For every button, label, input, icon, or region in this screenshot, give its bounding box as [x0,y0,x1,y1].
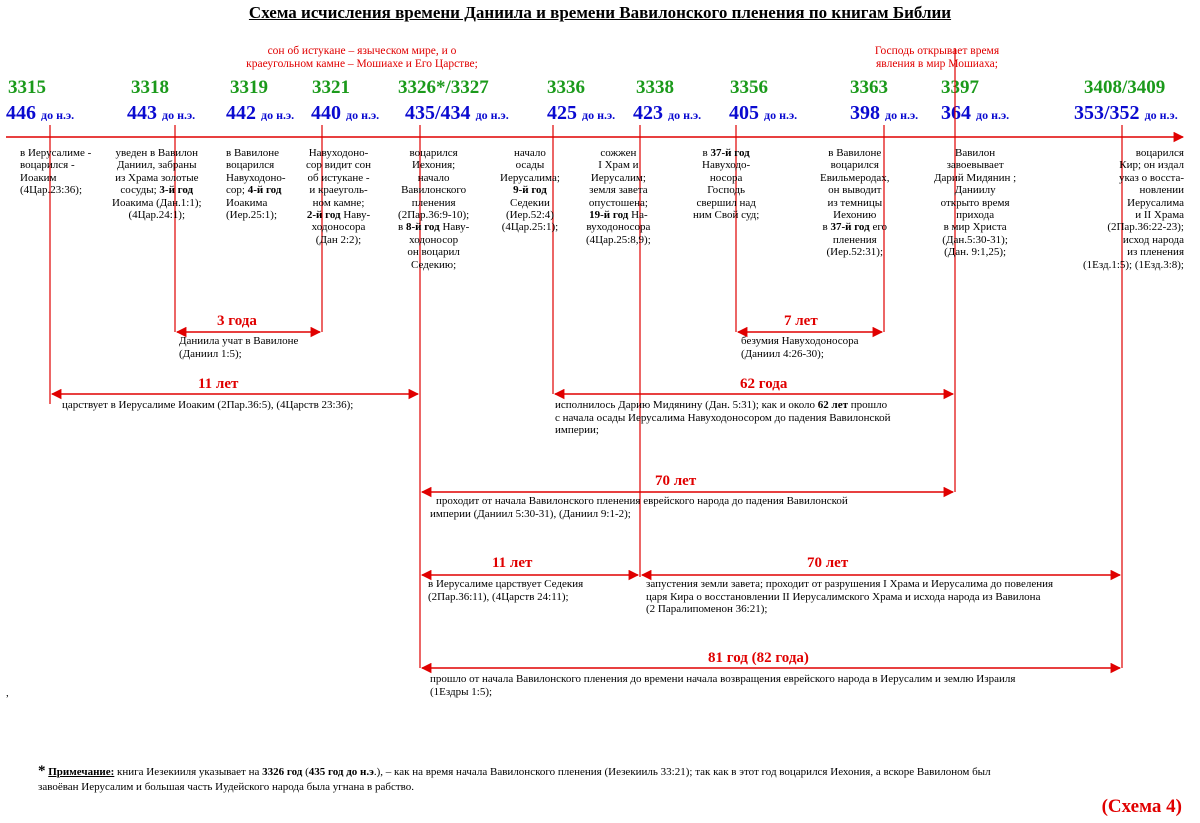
event-3321-line: (Дан 2:2); [315,233,362,246]
span-text-70-years-b [646,578,1053,616]
am-year-3363: 3363 [850,77,888,98]
event-3319-line: Навуходоно- [226,171,286,184]
span-label-3-years: 3 года [217,313,257,329]
span-label-7-years: 7 лет [784,313,818,329]
event-3363-line: он выводит [828,184,882,197]
event-3397-line: в мир Христа [943,221,1007,234]
span-text-11-years-a-line: царствует в Иерусалиме Иоаким (2Пар.36:5), (4Царств 23:36); [62,399,354,411]
event-3319-line: воцарился [226,159,275,172]
event-3408-line: указ о восста- [1118,171,1184,184]
span-text-11-years-b-line: (2Пар.36:11), (4Царств 24:11); [428,590,569,603]
event-3326-line: воцарился [409,147,458,159]
span-text-3-years-line: (Даниил 1:5); [179,347,242,360]
footnote-line-2: завоёван Иерусалим и большая часть Иудейского народа была угнана в рабство. [38,781,415,793]
event-3326-line: Седекию; [411,258,457,271]
event-3326-line: (2Пар.36:9-10); [398,209,470,222]
span-label-11-years-b: 11 лет [492,555,533,571]
event-3408 [1044,147,1184,271]
event-3338-line: вуходоносора [586,221,651,234]
event-3319-line: (Иер.25:1); [226,209,278,222]
event-3338-line: сожжен [600,147,637,159]
bc-year-398: 398 до н.э. [850,102,919,124]
event-3408-line: из пленения [1127,246,1184,259]
event-3408-line: Кир; он издал [1119,159,1184,172]
span-text-7-years-line: (Даниил 4:26-30); [741,347,824,360]
event-3397-line: Даниилу [954,184,996,197]
event-3326-line: в 8-й год Наву- [398,221,470,234]
event-3363-line: (Иер.52:31); [826,246,884,259]
span-text-81-years-line: (1Ездры 1:5); [430,685,493,698]
span-text-11-years-a [62,399,353,412]
bc-year-446: 446 до н.э. [6,102,75,124]
event-3356-line: Господь [707,184,745,197]
event-3321-line: и краеуголь- [309,184,368,197]
event-3356-line: Навуходо- [702,159,751,172]
span-text-11-years-b [428,578,583,603]
scheme-label: (Схема 4) [1101,796,1182,817]
footnote-line-1: книга Иезекииля указывает на 3326 год (435 год до н.э.), – как на время начала Вавилонского пленения (Иезекииль 33:21); так как в этот год воцарился Иехония, а вскоре Вавилоном был [114,766,991,778]
event-3318-line: (4Цар.24:1); [128,209,186,222]
span-text-3-years-line: Даниила учат в Вавилоне [179,335,299,347]
event-3315-line: воцарился - [20,159,75,172]
event-3318 [112,147,202,221]
am-year-3315: 3315 [8,77,46,98]
event-3356-line: ним Свой суд; [693,209,760,222]
event-3408-line: Иерусалима [1127,196,1184,209]
event-3318-line: из Храма золотые [115,171,199,184]
event-3321-line: Навуходоно- [308,147,369,159]
event-3326-line: начало [417,171,450,184]
event-3363-line: в Вавилоне [828,147,882,159]
event-3336-line: (Иер.52:4) [505,209,554,222]
event-3363-line: пленения [832,233,877,246]
am-year-3318: 3318 [131,77,169,98]
event-3336-line: осады [515,159,545,172]
event-3363-line: из темницы [827,196,883,209]
event-3336-line: 9-й год [513,184,547,197]
bc-year-423: 423 до н.э. [633,102,702,124]
bc-year-435: 435/434 до н.э. [405,102,509,124]
event-3338-line: земля завета [589,184,648,197]
event-3336-line: Седекии [510,196,550,209]
bc-year-443: 443 до н.э. [127,102,196,124]
event-3326 [398,147,469,271]
span-text-7-years-line: безумия Навуходоносора [741,335,859,347]
event-3326-line: ходоносор [409,233,459,246]
event-3356-line: свершил над [696,196,756,209]
span-label-11-years-a: 11 лет [198,376,239,392]
event-3363-line: Иехонию [833,209,877,222]
event-3326-line: пленения [411,196,456,209]
am-year-3321: 3321 [312,77,350,98]
event-3321-line: об истукане - [307,171,370,184]
event-3315-line: Иоаким [20,171,57,184]
event-3321-line: ном камне; [312,196,365,209]
footnote: * Примечание: книга Иезекииля указывает на 3326 год (435 год до н.э.), – как на время начала Вавилонского пленения (Иезекииль 33:21); так как в этот год воцарился Иехония, а вскоре Вавилоном был завоёван Иерусалим и большая часть Иудейского народа была угнана в рабство. [38,763,991,793]
event-3315 [20,147,91,197]
span-label-70-years-a: 70 лет [655,473,697,489]
event-3336-line: (4Цар.25:1); [501,221,559,234]
event-3318-line: уведен в Вавилон [115,147,199,159]
note-messiah-time: Господь открывает время явления в мир Мошиаха; [874,45,1000,70]
span-text-62-years-line: империи; [555,424,599,437]
bc-year-353: 353/352 до н.э. [1074,102,1178,124]
span-text-70-years-a: проходит от начала Вавилонского пленения еврейского народа до падения Вавилонской империи (Даниил 5:30-31), (Даниил 9:1-2); [430,495,848,520]
event-3356-line: носора [709,171,743,184]
event-3336-line: Иерусалима; [500,171,560,184]
event-3338 [586,147,651,246]
bc-year-405: 405 до н.э. [729,102,798,124]
span-text-70-years-b-line: (2 Паралипоменон 36:21); [646,603,768,616]
event-3326-line: он воцарил [407,246,460,259]
event-3319 [226,147,286,221]
bc-year-364: 364 до н.э. [941,102,1010,124]
event-3356-line: в 37-й год [702,147,750,159]
span-text-7-years [741,335,859,360]
event-3363-line: в 37-й год его [822,221,888,234]
am-year-3408: 3408/3409 [1084,77,1166,98]
bc-year-442: 442 до н.э. [226,102,295,124]
event-3318-line: Даниил, забраны [117,159,197,172]
event-3363-line: воцарился [830,159,879,172]
event-3319-line: в Вавилоне [226,147,280,159]
event-3363 [820,147,890,259]
event-3408-line: и II Храма [1135,209,1184,222]
am-year-3336: 3336 [547,77,585,98]
event-3318-line: Иоакима (Дан.1:1); [112,196,202,209]
event-3408-line: новлении [1139,184,1184,197]
am-year-3397: 3397 [941,77,979,98]
span-text-81-years [430,673,1015,698]
event-3397-line: открыто время [940,196,1010,209]
event-3336 [500,147,560,234]
event-3321-line: сор видит сон [306,159,372,172]
event-3397-line: завоевывает [946,159,1004,172]
event-3338-line: Иерусалим; [590,171,646,184]
event-3356 [693,147,759,221]
event-3338-line: опустошена; [588,196,648,209]
footnote-label: Примечание: [48,766,115,778]
event-3408-line: исход народа [1122,233,1184,246]
event-3408-line: (1Езд.1:5); (1Езд.3:8); [1082,258,1184,271]
event-3336-line: начало [514,147,546,159]
span-label-70-years-b: 70 лет [807,555,849,571]
span-text-11-years-b-line: в Иерусалиме царствует Седекия [428,578,584,590]
event-3315-line: (4Цар.23:36); [20,184,83,197]
event-3338-line: 19-й год На- [589,209,648,222]
span-text-81-years-line: прошло от начала Вавилонского пленения до времени начала возвращения еврейского народа в Иерусалим и землю Израиля [430,673,1016,685]
event-3397-line: прихода [956,209,995,222]
span-text-62-years-line: исполнилось Дарию Мидянину (Дан. 5:31); как и около 62 лет прошло [555,399,888,411]
event-3408-line: (2Пар.36:22-23); [1107,221,1184,234]
am-year-3319: 3319 [230,77,268,98]
event-3397-line: (Дан. 9:1,25); [944,246,1007,259]
am-year-3338: 3338 [636,77,674,98]
event-3326-line: Иехония; [412,159,456,172]
event-3326-line: Вавилонского [401,184,467,197]
event-3397 [934,147,1016,259]
event-3321-line: ходоносора [311,221,366,234]
note-dream-of-idol: сон об истукане – языческом мире, и о краеугольном камне – Мошиахе и Его Царстве; [246,45,478,70]
span-text-70-years-b-line: запустения земли завета; проходит от разрушения I Храма и Иерусалима до повеления [646,578,1054,590]
page-title: Схема исчисления времени Даниила и времени Вавилонского пленения по книгам Библии [248,3,952,22]
span-text-3-years [179,335,298,360]
span-text-62-years-line: с начала осады Иерусалима Навуходоносором до падения Вавилонской [555,411,891,424]
event-3397-line: Дарий Мидянин ; [934,171,1017,184]
event-3321-line: 2-й год Наву- [306,209,371,222]
span-label-62-years: 62 года [740,376,788,392]
span-text-70-years-b-line: царя Кира о восстановлении II Иерусалимского Храма и исхода народа из Вавилона [646,590,1041,603]
event-3318-line: сосуды; 3-й год [120,184,194,197]
event-3321 [306,147,371,246]
span-text-62-years [555,399,891,437]
event-3319-line: Иоакима [226,196,268,209]
event-3397-line: Вавилон [955,147,996,159]
event-3363-line: Евильмеродах, [820,171,890,184]
event-3397-line: (Дан.5:30-31); [942,233,1008,246]
am-year-3326: 3326*/3327 [398,77,489,98]
stray-mark: , [6,687,9,699]
span-label-81-years: 81 год (82 года) [708,650,809,666]
event-3338-line: (4Цар.25:8,9); [586,233,651,246]
bc-year-440: 440 до н.э. [311,102,380,124]
bc-year-425: 425 до н.э. [547,102,616,124]
event-3338-line: I Храм и [598,159,639,172]
event-3319-line: сор; 4-й год [226,184,282,197]
event-3408-line: воцарился [1135,147,1184,159]
event-3315-line: в Иерусалиме - [20,147,92,159]
am-year-3356: 3356 [730,77,768,98]
